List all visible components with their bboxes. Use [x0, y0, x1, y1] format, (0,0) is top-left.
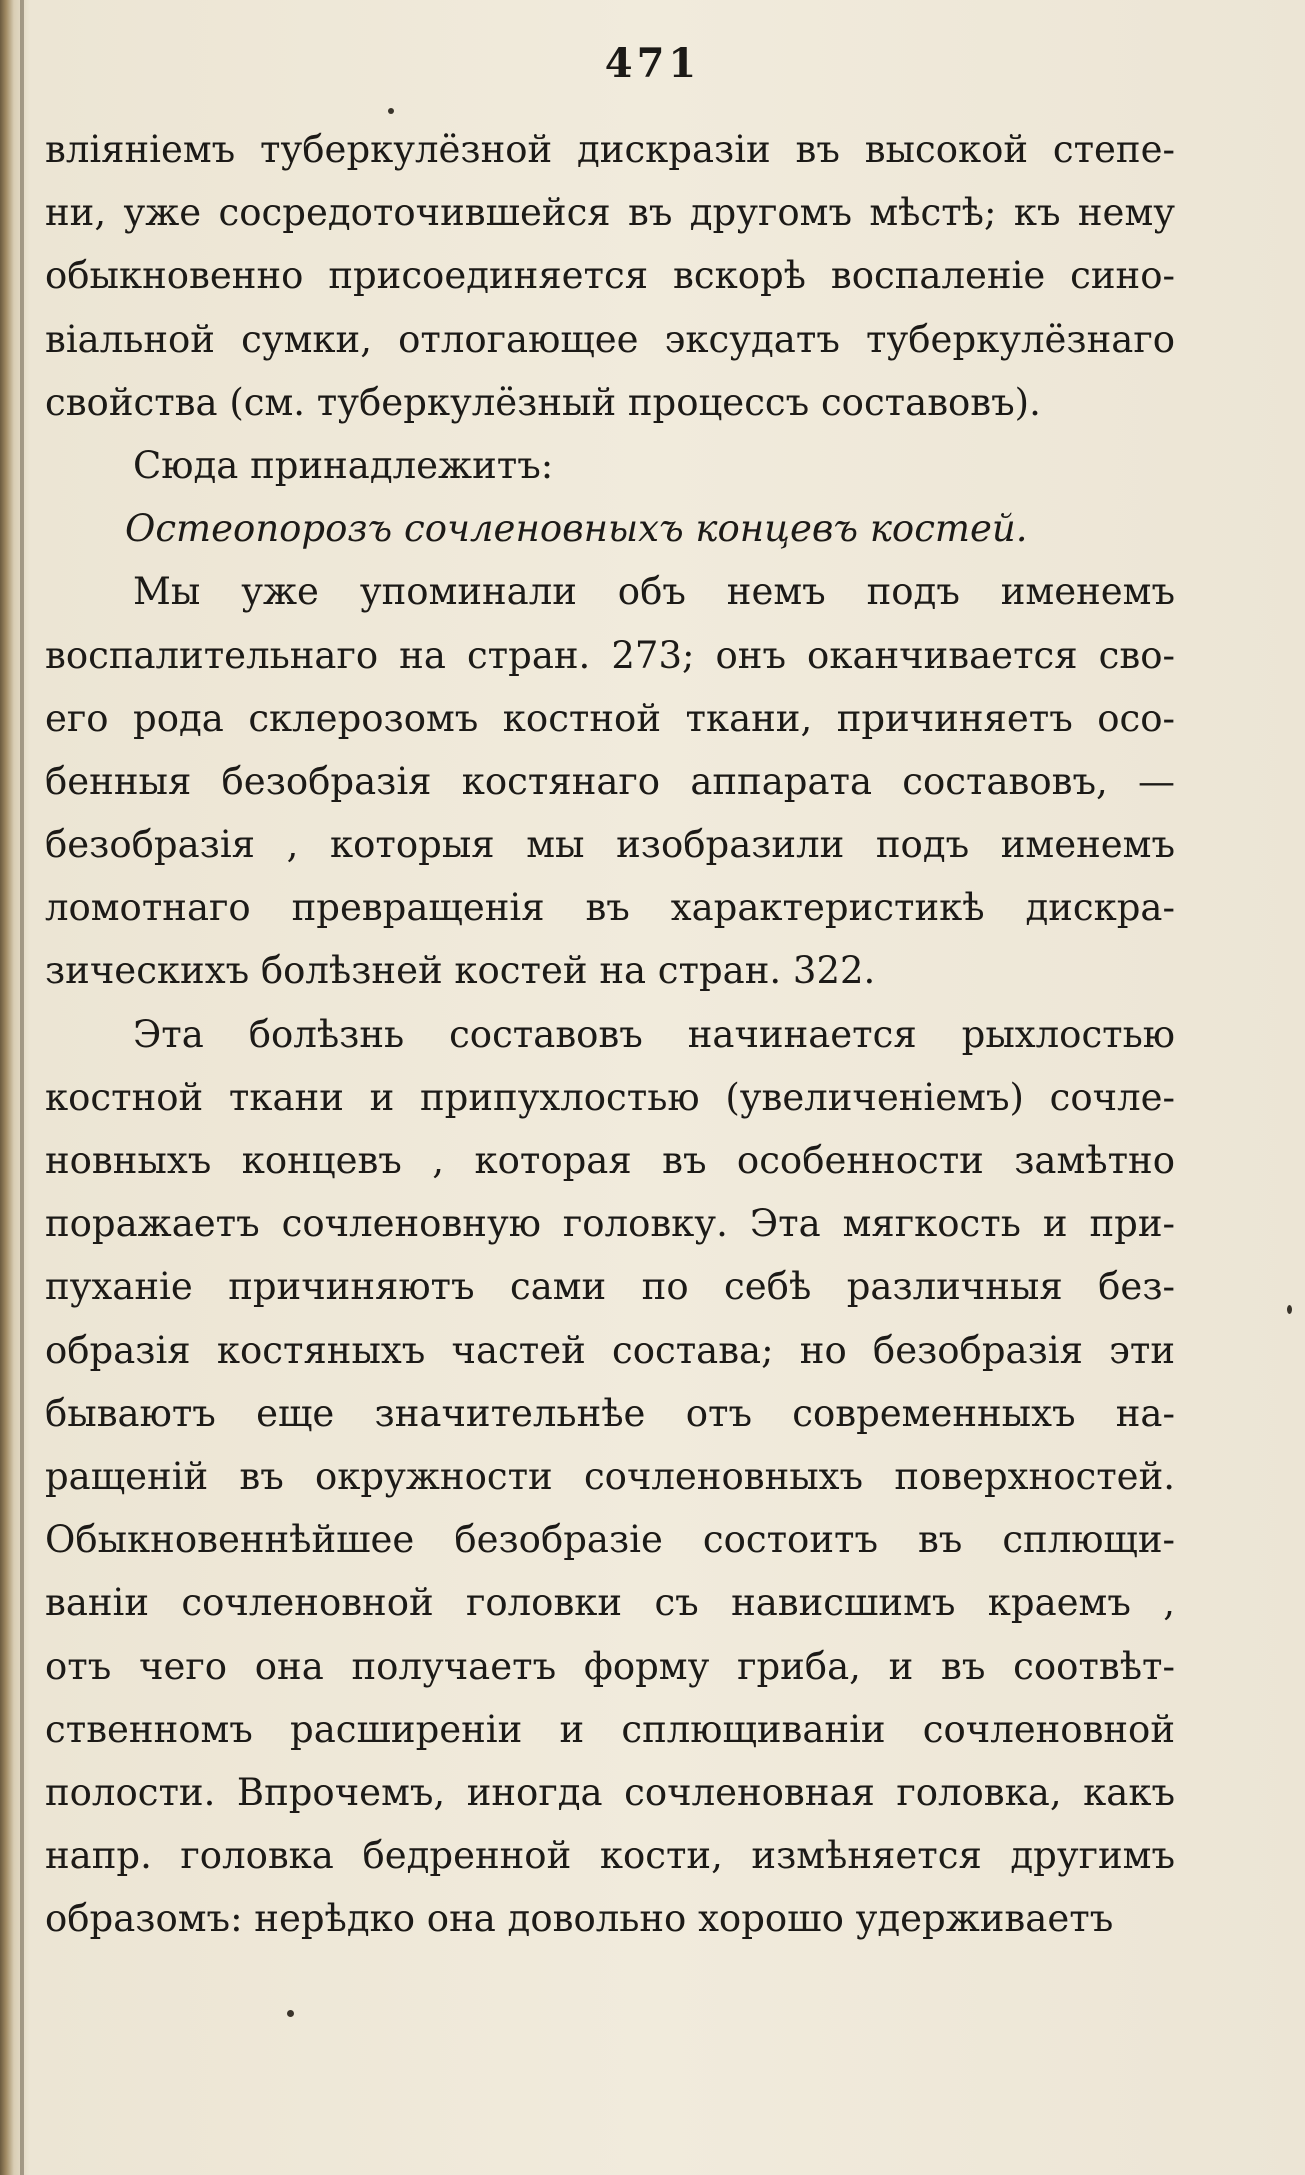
text-line: полости. Впрочемъ, иногда сочленовная головка, какъ: [45, 1770, 1175, 1814]
text-line: ваніи сочленовной головки съ нависшимъ краемъ ,: [45, 1581, 1175, 1625]
text-line: его рода склерозомъ костной ткани, причиняетъ осо-: [45, 696, 1175, 740]
text-line: ломотнаго превращенія въ характеристикѣ дискра-: [45, 886, 1175, 930]
text-line: бываютъ еще значительнѣе отъ современныхъ на-: [45, 1391, 1175, 1435]
text-line: образомъ: нерѣдко она довольно хорошо удерживаетъ: [45, 1897, 1114, 1941]
text-line: воспалительнаго на стран. 273; онъ оканчивается сво-: [45, 633, 1175, 677]
text-line: костной ткани и припухлостью (увеличеніемъ) сочле-: [45, 1075, 1175, 1119]
text-line: Обыкновеннѣйшее безобразіе состоитъ въ сплющи-: [45, 1518, 1175, 1562]
text-line: свойства (см. туберкулёзный процессъ составовъ).: [45, 380, 1041, 424]
text-line: поражаетъ сочленовную головку. Эта мягкость и при-: [45, 1202, 1175, 1246]
text-line: образія костяныхъ частей состава; но безобразія эти: [45, 1328, 1175, 1372]
text-line: вліяніемъ туберкулёзной дискразіи въ высокой степе-: [45, 128, 1175, 171]
page-number: 471: [604, 40, 701, 87]
text-line: Сюда принадлежитъ:: [133, 443, 554, 487]
print-speck: [1287, 1305, 1292, 1314]
text-line: ственномъ расширеніи и сплющиваніи сочленовной: [45, 1707, 1175, 1751]
text-line: Мы уже упоминали объ немъ подъ именемъ: [133, 570, 1175, 614]
text-line: Эта болѣзнь составовъ начинается рыхлостью: [133, 1012, 1175, 1056]
section-heading: Остеопорозъ сочленовныхъ концевъ костей.: [125, 507, 1028, 551]
text-line: зическихъ болѣзней костей на стран. 322.: [45, 949, 876, 993]
text-line: ращеній въ окружности сочленовныхъ поверхностей.: [45, 1454, 1175, 1498]
text-line: ни, уже сосредоточившейся въ другомъ мѣстѣ; къ нему: [45, 191, 1175, 235]
text-line: пуханіе причиняютъ сами по себѣ различныя без-: [45, 1265, 1175, 1309]
text-line: віальной сумки, отлогающее эксудатъ туберкулёзнаго: [45, 317, 1175, 361]
text-line: обыкновенно присоединяется вскорѣ воспаленіе сино-: [45, 254, 1175, 298]
body-text: [45, 118, 1175, 1950]
text-line: напр. головка бедренной кости, измѣняется другимъ: [45, 1834, 1175, 1878]
text-line: отъ чего она получаетъ форму гриба, и въ соотвѣт-: [45, 1644, 1175, 1688]
text-line: новныхъ концевъ , которая въ особенности замѣтно: [45, 1139, 1175, 1182]
print-speck: [287, 2010, 294, 2017]
text-line: безобразія , которыя мы изобразили подъ именемъ: [45, 823, 1175, 867]
text-line: бенныя безобразія костянаго аппарата составовъ, —: [45, 759, 1175, 803]
print-speck: [388, 108, 394, 114]
book-spine-edge: [20, 0, 24, 2175]
